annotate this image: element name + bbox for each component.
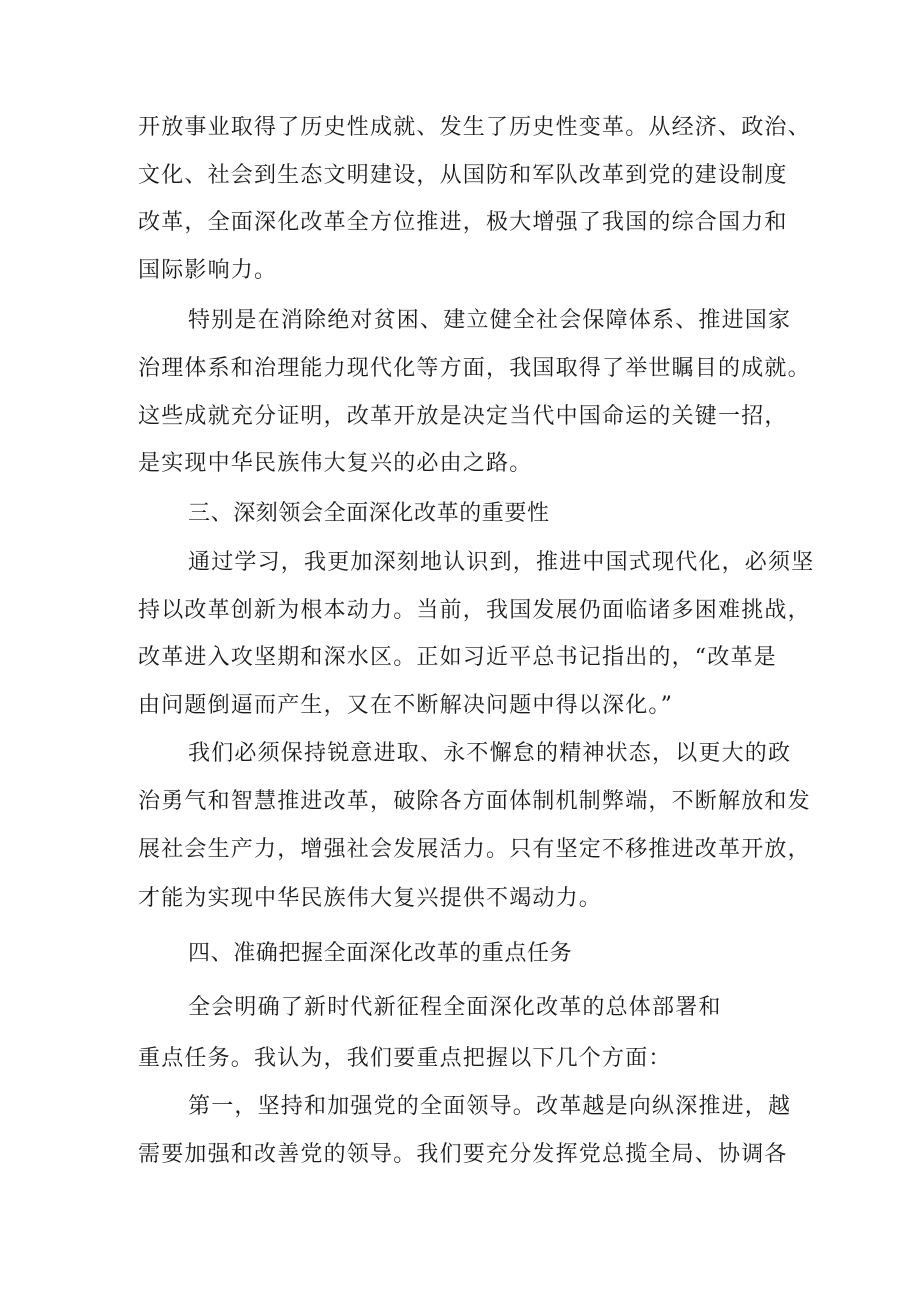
body-text-line: 展社会生产力，增强社会发展活力。只有坚定不移推进改革开放， — [138, 837, 811, 862]
body-text-line: 由问题倒逼而产生，又在不断解决问题中得以深化。” — [138, 693, 674, 718]
body-text-line: 是实现中华民族伟大复兴的必由之路。 — [138, 451, 533, 476]
body-text-line: 全会明确了新时代新征程全面深化改革的总体部署和 — [188, 995, 722, 1020]
body-text-line: 持以改革创新为根本动力。当前，我国发展仍面临诸多困难挑战， — [138, 598, 811, 623]
body-text-line: 治理体系和治理能力现代化等方面，我国取得了举世瞩目的成就。 — [138, 356, 811, 381]
body-text-line: 第一，坚持和加强党的全面领导。改革越是向纵深推进，越 — [188, 1094, 792, 1119]
body-text-line: 这些成就充分证明，改革开放是决定当代中国命运的关键一招， — [138, 404, 788, 429]
section-heading: 三、深刻领会全面深化改革的重要性 — [188, 501, 550, 526]
body-text-line: 国际影响力。 — [138, 258, 278, 283]
body-text-line: 需要加强和改善党的领导。我们要充分发挥党总揽全局、协调各 — [138, 1142, 788, 1167]
body-text-line: 开放事业取得了历史性成就、发生了历史性变革。从经济、政治、 — [138, 115, 811, 140]
body-text-line: 治勇气和智慧推进改革，破除各方面体制机制弊端，不断解放和发 — [138, 789, 811, 814]
body-text-line: 才能为实现中华民族伟大复兴提供不竭动力。 — [138, 886, 603, 911]
body-text-line: 改革，全面深化改革全方位推进，极大增强了我国的综合国力和 — [138, 210, 788, 235]
body-text-line: 我们必须保持锐意进取、永不懈怠的精神状态，以更大的政 — [188, 741, 792, 766]
section-heading: 四、准确把握全面深化改革的重点任务 — [188, 941, 573, 966]
body-text-line: 特别是在消除绝对贫困、建立健全社会保障体系、推进国家 — [188, 308, 792, 333]
body-text-line: 文化、社会到生态文明建设，从国防和军队改革到党的建设制度 — [138, 163, 788, 188]
body-text-line: 改革进入攻坚期和深水区。正如习近平总书记指出的，“改革是 — [138, 645, 777, 670]
body-text-line: 通过学习，我更加深刻地认识到，推进中国式现代化，必须坚 — [188, 550, 815, 575]
body-text-line: 重点任务。我认为，我们要重点把握以下几个方面： — [138, 1046, 672, 1071]
